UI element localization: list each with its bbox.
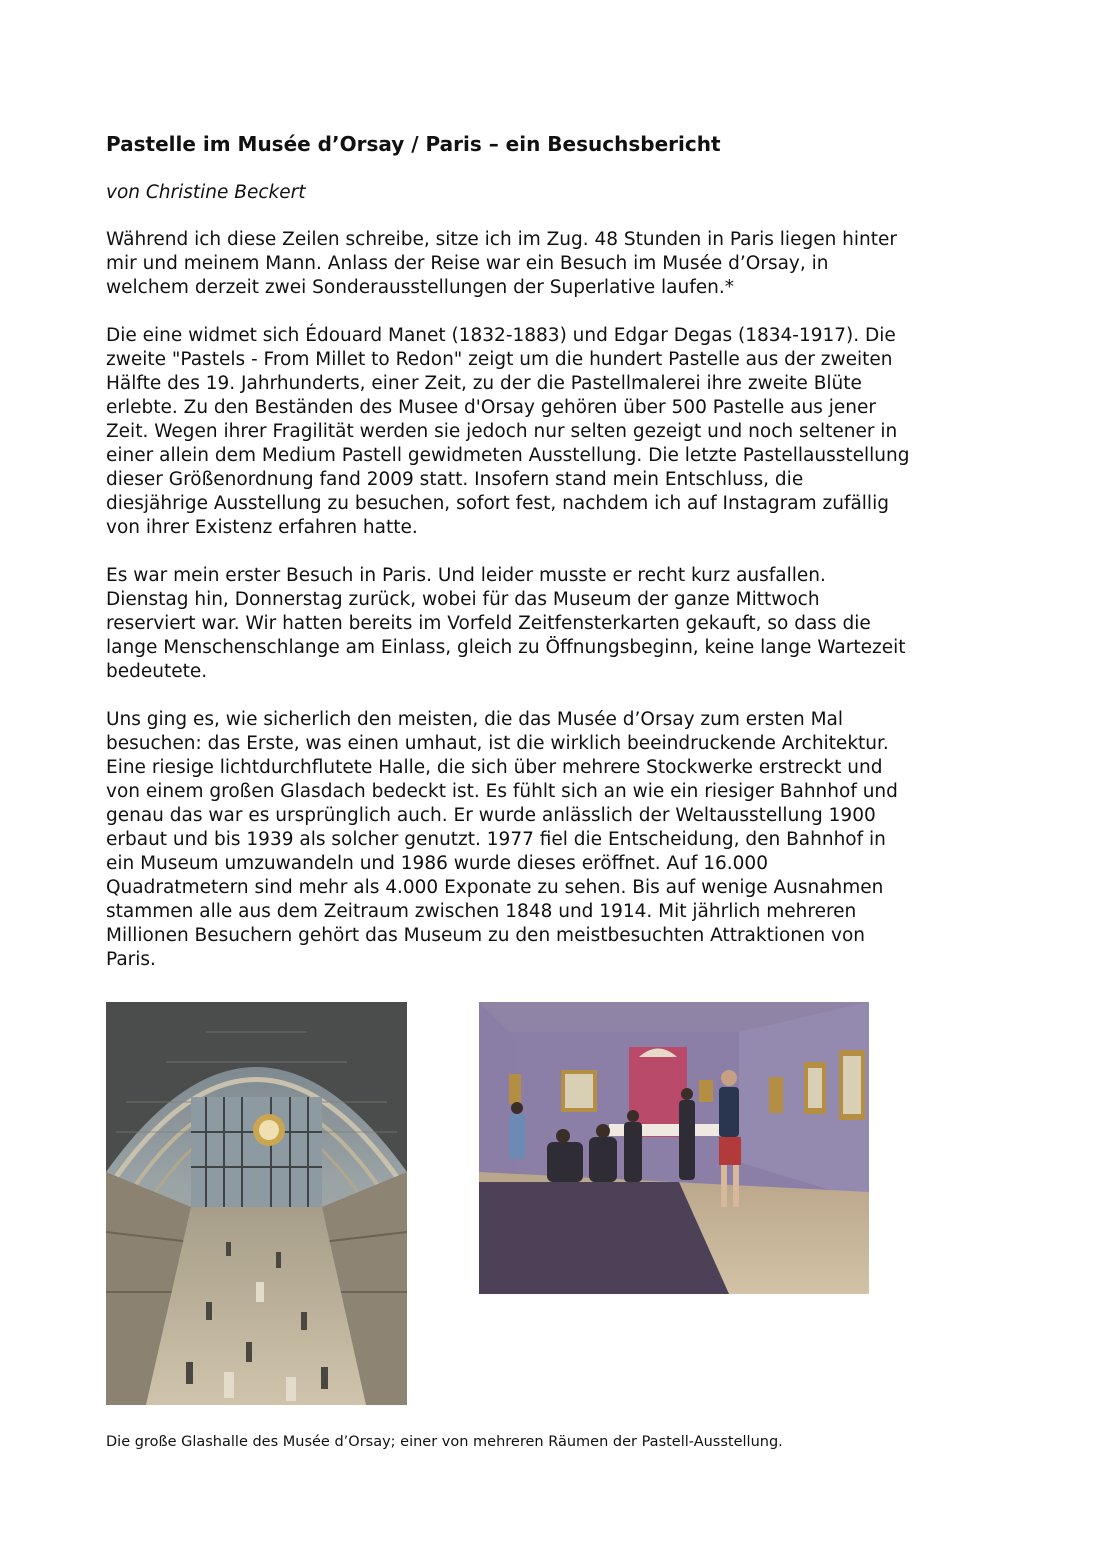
text-line: erbaut und bis 1939 als solcher genutzt. 1977 fiel die Entscheidung, den Bahnhof in [106, 829, 886, 850]
text-line: Dienstag hin, Donnerstag zurück, wobei für das Museum der ganze Mittwoch [106, 589, 820, 610]
text-line: stammen alle aus dem Zeitraum zwischen 1848 und 1914. Mit jährlich mehreren [106, 901, 857, 922]
article-title: Pastelle im Musée d’Orsay / Paris – ein Besuchsbericht [106, 132, 721, 156]
text-line: besuchen: das Erste, was einen umhaut, ist die wirklich beeindruckende Architektur. [106, 733, 889, 754]
pastel-exhibition-room-photo [479, 1002, 869, 1294]
paragraph-2 [106, 324, 909, 540]
text-line: Uns ging es, wie sicherlich den meisten, die das Musée d’Orsay zum ersten Mal [106, 709, 844, 730]
text-line: Hälfte des 19. Jahrhunderts, einer Zeit, zu der die Pastellmalerei ihre zweite Blüte [106, 373, 862, 394]
text-line: bedeutete. [106, 661, 208, 682]
text-line: lange Menschenschlange am Einlass, gleich zu Öffnungsbeginn, keine lange Wartezeit [106, 637, 906, 658]
text-line: Eine riesige lichtdurchflutete Halle, die sich über mehrere Stockwerke erstreckt und [106, 757, 883, 778]
paragraph-1 [106, 228, 897, 300]
text-line: erlebte. Zu den Beständen des Musee d'Orsay gehören über 500 Pastelle aus jener [106, 397, 877, 418]
text-line: von ihrer Existenz erfahren hatte. [106, 517, 418, 538]
text-line: genau das war es ursprünglich auch. Er wurde anlässlich der Weltausstellung 1900 [106, 805, 876, 826]
glass-hall-photo [106, 1002, 407, 1405]
article-author: von Christine Beckert [106, 182, 306, 203]
text-line: Es war mein erster Besuch in Paris. Und leider musste er recht kurz ausfallen. [106, 565, 826, 586]
text-line: diesjährige Ausstellung zu besuchen, sofort fest, nachdem ich auf Instagram zufällig [106, 493, 889, 514]
text-line: von einem großen Glasdach bedeckt ist. Es fühlt sich an wie ein riesiger Bahnhof und [106, 781, 898, 802]
text-line: Zeit. Wegen ihrer Fragilität werden sie jedoch nur selten gezeigt und noch seltener in [106, 421, 898, 442]
text-line: Während ich diese Zeilen schreibe, sitze ich im Zug. 48 Stunden in Paris liegen hinter [106, 229, 898, 250]
text-line: Quadratmetern sind mehr als 4.000 Exponate zu sehen. Bis auf wenige Ausnahmen [106, 877, 884, 898]
text-line: einer allein dem Medium Pastell gewidmeten Ausstellung. Die letzte Pastellausstellung [106, 445, 910, 466]
text-line: Paris. [106, 949, 156, 970]
text-line: mir und meinem Mann. Anlass der Reise war ein Besuch im Musée d’Orsay, in [106, 253, 829, 274]
text-line: zweite "Pastels - From Millet to Redon" zeigt um die hundert Pastelle aus der zweiten [106, 349, 893, 370]
image-caption: Die große Glashalle des Musée d’Orsay; einer von mehreren Räumen der Pastell-Ausstellung. [106, 1434, 783, 1450]
text-line: Millionen Besuchern gehört das Museum zu den meistbesuchten Attraktionen von [106, 925, 866, 946]
paragraph-4 [106, 708, 898, 972]
paragraph-3 [106, 564, 906, 684]
text-line: Die eine widmet sich Édouard Manet (1832-1883) und Edgar Degas (1834-1917). Die [106, 325, 896, 346]
text-line: reserviert war. Wir hatten bereits im Vorfeld Zeitfensterkarten gekauft, so dass die [106, 613, 871, 634]
text-line: welchem derzeit zwei Sonderausstellungen der Superlative laufen.* [106, 277, 734, 298]
text-line: dieser Größenordnung fand 2009 statt. Insofern stand mein Entschluss, die [106, 469, 804, 490]
text-line: ein Museum umzuwandeln und 1986 wurde dieses eröffnet. Auf 16.000 [106, 853, 768, 874]
